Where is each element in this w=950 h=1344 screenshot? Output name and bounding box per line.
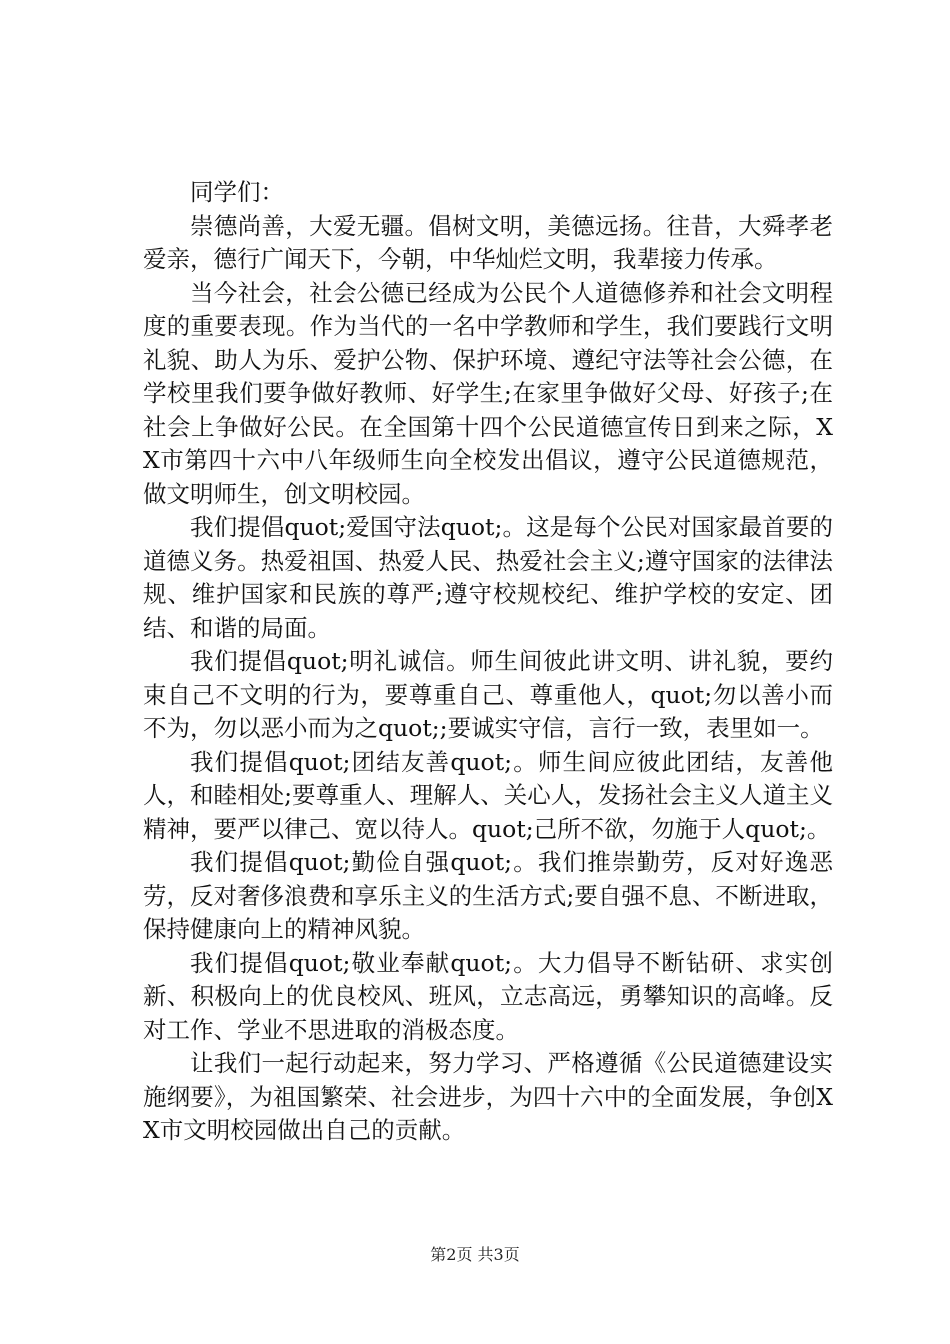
paragraph: 当今社会，社会公德已经成为公民个人道德修养和社会文明程度的重要表现。作为当代的一名中学教师和学生，我们要践行文明礼貌、助人为乐、爱护公物、保护环境、遵纪守法等社会公德，在学校里我们要争做好教师、好学生;在家里争做好父母、好孩子;在社会上争做好公民。在全国第十四个公民道德宣传日到来之际，XX市第四十六中八年级师生向全校发出倡议，遵守公民道德规范，做文明师生，创文明校园。 [143,278,833,508]
paragraph: 我们提倡quot;勤俭自强quot;。我们推崇勤劳，反对好逸恶劳，反对奢侈浪费和享乐主义的生活方式;要自强不息、不断进取，保持健康向上的精神风貌。 [143,848,833,943]
paragraph: 我们提倡quot;团结友善quot;。师生间应彼此团结，友善他人，和睦相处;要尊重人、理解人、关心人，发扬社会主义人道主义精神，要严以律己、宽以待人。quot;己所不欲，勿施于人quot;。 [143,747,833,843]
paragraph: 我们提倡quot;敬业奉献quot;。大力倡导不断钻研、求实创新、积极向上的优良校风、班风，立志高远，勇攀知识的高峰。反对工作、学业不思进取的消极态度。 [143,948,833,1044]
salutation: 同学们： [190,178,284,206]
paragraph: 崇德尚善，大爱无疆。倡树文明，美德远扬。往昔，大舜孝老爱亲，德行广闻天下，今朝，中华灿烂文明，我辈接力传承。 [143,211,833,273]
paragraph: 我们提倡quot;爱国守法quot;。这是每个公民对国家最首要的道德义务。热爱祖国、热爱人民、热爱社会主义;遵守国家的法律法规、维护国家和民族的尊严;遵守校规校纪、维护学校的安定、团结、和谐的局面。 [143,513,833,642]
page-number-footer: 第2页 共3页 [430,1245,520,1264]
paragraph: 我们提倡quot;明礼诚信。师生间彼此讲文明、讲礼貌，要约束自己不文明的行为，要尊重自己、尊重他人，quot;勿以善小而不为，勿以恶小而为之quot;;要诚实守信，言行一致，表里如一。 [143,647,833,742]
paragraph: 让我们一起行动起来，努力学习、严格遵循《公民道德建设实施纲要》，为祖国繁荣、社会进步，为四十六中的全面发展，争创XX市文明校园做出自己的贡献。 [143,1049,833,1144]
document-body [143,176,833,1148]
